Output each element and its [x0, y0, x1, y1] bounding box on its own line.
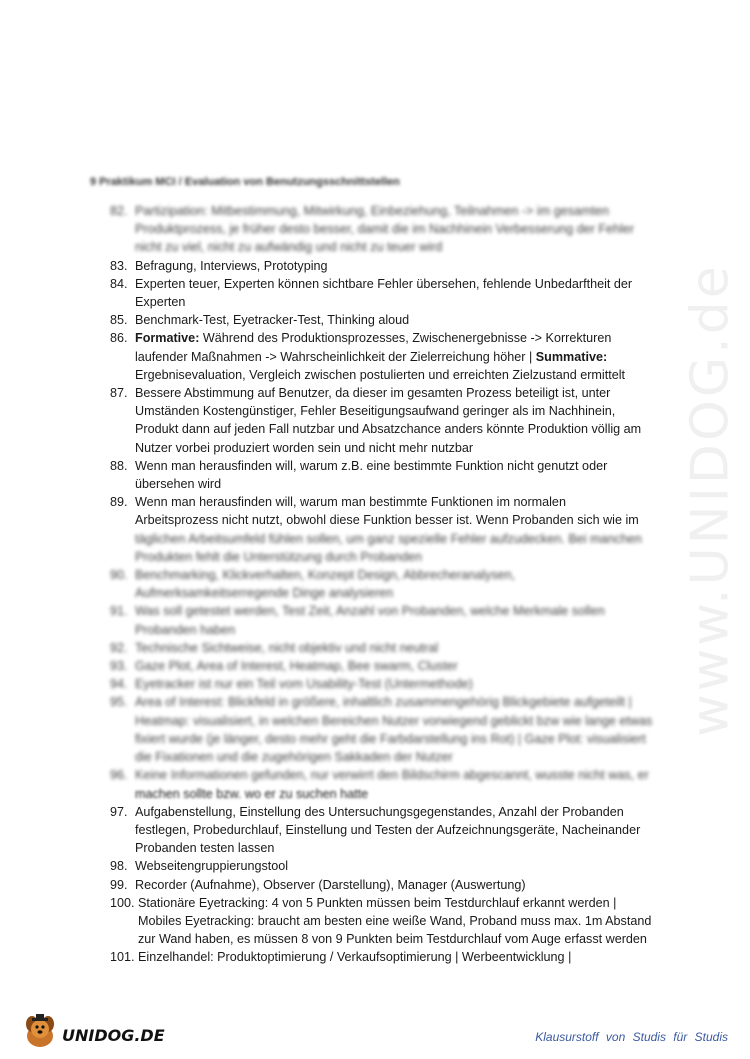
text-line: Heatmap: visualisiert, in welchen Bereichen Nutzer vorwiegend geblickt bzw wie lange etwas	[135, 713, 653, 728]
item-text	[135, 202, 655, 257]
footer-logo	[20, 1012, 165, 1050]
text-line: Aufgabenstellung, Einstellung des Untersuchungsgegenstandes, Anzahl der Probanden	[135, 804, 624, 819]
list-item	[110, 457, 655, 493]
list-item	[110, 329, 655, 384]
text-line: täglichen Arbeitsumfeld fühlen sollen, um ganz spezielle Fehler aufzudecken. Bei manchen	[135, 531, 642, 546]
item-number: 91.	[110, 604, 128, 619]
text-line: Benchmarking, Klickverhalten, Konzept Design, Abbrecheranalysen,	[135, 568, 516, 583]
logo-text: UNIDOG.DE	[62, 1025, 165, 1045]
item-number: 85.	[110, 313, 128, 328]
text-line: Ergebnisevaluation, Vergleich zwischen postulierten und erreichten Zielzustand ermittelt	[135, 367, 626, 382]
list-item	[110, 275, 655, 311]
list-item	[110, 311, 655, 329]
text-line: Recorder (Aufnahme), Observer (Darstellung), Manager (Auswertung)	[135, 877, 526, 892]
watermark	[681, 263, 741, 737]
item-number: 82.	[110, 204, 128, 218]
item-number: 96.	[110, 768, 128, 783]
text-line: Aufmerksamkeitserregende Dinge analysieren	[135, 586, 394, 601]
item-text	[135, 257, 655, 275]
indent	[110, 785, 135, 803]
list-item	[110, 602, 655, 638]
text-line: Experten teuer, Experten können sichtbare Fehler übersehen, fehlende Unbedarftheit der	[135, 276, 633, 291]
list-item	[110, 493, 655, 566]
list-item	[110, 202, 655, 257]
item-text	[138, 894, 655, 949]
text-line: nicht zu viel, nicht zu aufwändig und nicht zu teuer wird	[135, 240, 443, 255]
answer-list	[110, 202, 655, 967]
text-line: Arbeitsprozess nicht nutzt, obwohl diese Funktion besser ist. Wenn Probanden sich wie im	[135, 513, 639, 528]
text-line: Area of Interest: Blickfeld in größere, inhaltlich zusammengehörig Blickgebiete aufgeteilt |	[135, 695, 632, 710]
text-line: Experten	[135, 295, 186, 310]
text-line: Produkt dann auf jeden Fall nutzbar und Absatzchance anders könnte Produktion völlig am	[135, 422, 642, 437]
item-number: 92.	[110, 640, 128, 655]
formative-label: Formative:	[135, 331, 200, 346]
item-text	[135, 693, 655, 766]
text-line: Produkten fehlt die Unterstützung durch Probanden	[135, 549, 423, 564]
text-line: Mobiles Eyetracking: braucht am besten eine weiße Wand, Proband muss max. 1m Abstand	[138, 913, 652, 928]
item-text	[135, 876, 655, 894]
text-line: machen sollte bzw. wo er zu suchen hatte	[135, 786, 369, 801]
text-line: Befragung, Interviews, Prototyping	[135, 258, 328, 273]
list-item	[110, 657, 655, 675]
list-item	[110, 803, 655, 858]
list-item	[110, 639, 655, 657]
text-line: Probanden testen lassen	[135, 841, 275, 856]
item-number: 98.	[110, 859, 128, 874]
item-text	[135, 857, 655, 875]
item-text	[135, 675, 655, 693]
text-line: Keine Informationen gefunden, nur verwirrt den Bildschirm abgescannt, wusste nicht was, er	[135, 768, 649, 783]
footer-slogan: Klausurstoff von Studis für Studis	[535, 1030, 728, 1044]
item-text	[135, 766, 655, 784]
list-item	[110, 693, 655, 766]
item-number: 97.	[110, 804, 128, 819]
item-number: 88.	[110, 458, 128, 473]
item-text	[135, 311, 655, 329]
item-number: 101.	[110, 950, 135, 965]
page-heading: 9 Praktikum MCI / Evaluation von Benutzungsschnittstellen	[90, 176, 400, 188]
text-line: Bessere Abstimmung auf Benutzer, da dieser im gesamten Prozess beteiligt ist, unter	[135, 386, 611, 401]
item-text	[135, 493, 655, 566]
list-item	[110, 566, 655, 602]
item-text	[135, 602, 655, 638]
item-text	[135, 384, 655, 457]
text-line: zur Wand haben, es müssen 8 von 9 Punkten beim Testdurchlauf vom Auge erfasst werden	[138, 932, 647, 947]
item-text	[135, 275, 655, 311]
summative-intro: laufender Maßnahmen -> Wahrscheinlichkeit der Zielerreichung höher |	[135, 349, 536, 364]
text-line: Nutzer vorbei produziert worden sein und nicht mehr nutzbar	[135, 440, 474, 455]
item-number: 84.	[110, 276, 128, 291]
item-number: 90.	[110, 568, 128, 583]
list-item	[110, 675, 655, 693]
item-number: 95.	[110, 695, 128, 710]
text-line: übersehen wird	[135, 477, 222, 492]
text-line: Einzelhandel: Produktoptimierung / Verkaufsoptimierung | Werbeentwicklung |	[138, 950, 572, 965]
text-line: Umständen Kostengünstiger, Fehler Beseitigungsaufwand geringer als im Nachhinein,	[135, 404, 616, 419]
summative-label: Summative:	[535, 349, 608, 364]
item-text	[135, 566, 655, 602]
text-line: festlegen, Probedurchlauf, Einstellung und Testen der Aufzeichnungsgeräte, Nacheinander	[135, 822, 641, 837]
item-text	[135, 639, 655, 657]
list-item-continuation	[110, 785, 655, 803]
text-line: Was soll getestet werden, Test Zeit, Anzahl von Probanden, welche Merkmale sollen	[135, 604, 605, 619]
list-item	[110, 857, 655, 875]
dog-icon	[20, 1012, 60, 1050]
list-item	[110, 766, 655, 784]
text-line: Webseitengruppierungstool	[135, 859, 289, 874]
list-item	[110, 894, 655, 949]
list-item	[110, 948, 655, 966]
text-line: Partizipation: Mitbestimmung, Mitwirkung, Einbeziehung, Teilnahmen -> im gesamten	[135, 204, 610, 218]
list-item	[110, 384, 655, 457]
item-number: 89.	[110, 495, 128, 510]
text-line: Wenn man herausfinden will, warum z.B. eine bestimmte Funktion nicht genutzt oder	[135, 458, 608, 473]
item-number: 94.	[110, 677, 128, 692]
text-line: Eyetracker ist nur ein Teil vom Usability-Test (Untermethode)	[135, 677, 473, 692]
item-number: 93.	[110, 659, 128, 674]
item-text	[135, 657, 655, 675]
item-number: 86.	[110, 331, 128, 346]
item-number: 99.	[110, 877, 128, 892]
text-line: Wenn man herausfinden will, warum man bestimmte Funktionen im normalen	[135, 495, 566, 510]
text-line: Stationäre Eyetracking: 4 von 5 Punkten müssen beim Testdurchlauf erkannt werden |	[138, 895, 617, 910]
list-item	[110, 876, 655, 894]
item-number: 100.	[110, 895, 135, 910]
text-line	[135, 348, 655, 366]
text-line: Produktprozess, je früher desto besser, damit die im Nachhinein Verbesserung der Fehler	[135, 222, 635, 237]
text-line: Benchmark-Test, Eyetracker-Test, Thinking aloud	[135, 313, 410, 328]
list-item	[110, 257, 655, 275]
formative-text: Während des Produktionsprozesses, Zwischenergebnisse -> Korrekturen	[199, 331, 612, 346]
item-text	[135, 329, 655, 384]
item-number: 83.	[110, 258, 128, 273]
item-text	[138, 948, 655, 966]
watermark-text: www.UNIDOG.de	[681, 263, 741, 737]
item-text	[135, 457, 655, 493]
item-text	[135, 803, 655, 858]
text-line: fixiert wurde (je länger, desto mehr geht die Farbdarstellung ins Rot) | Gaze Plot: visualisiert	[135, 731, 646, 746]
text-line	[135, 329, 655, 347]
text-line: Gaze Plot, Area of Interest, Heatmap, Bee swarm, Cluster	[135, 659, 458, 674]
text-line: Probanden haben	[135, 622, 236, 637]
text-line: die Fixationen und die zugehörigen Sakkaden der Nutzer	[135, 750, 453, 765]
text-line: Technische Sichtweise, nicht objektiv und nicht neutral	[135, 640, 439, 655]
item-number: 87.	[110, 386, 128, 401]
